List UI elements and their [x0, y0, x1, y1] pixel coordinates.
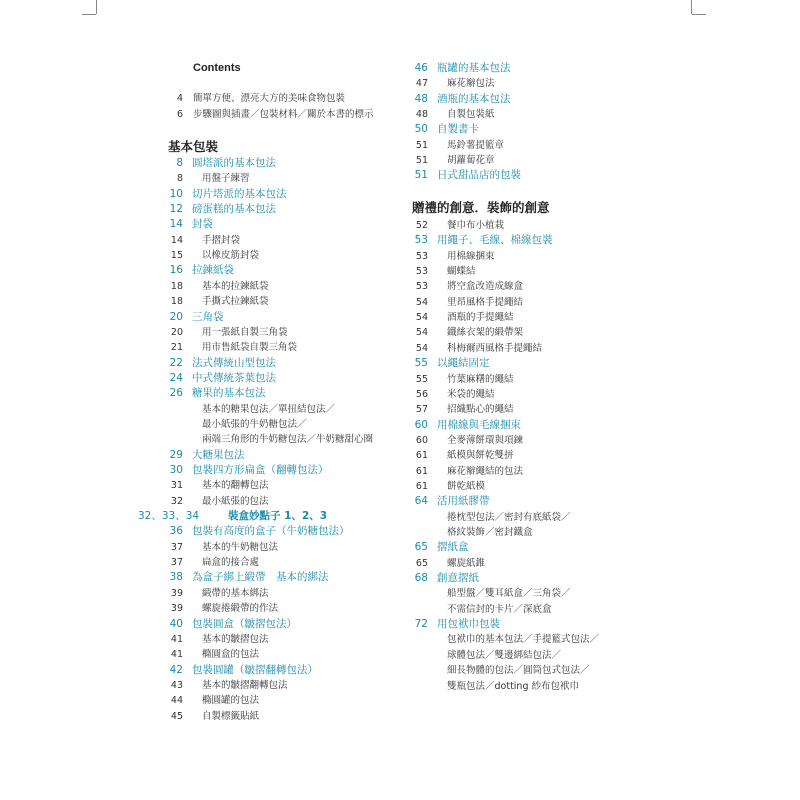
toc-entry-title: 摺紙盒: [437, 541, 469, 554]
toc-entry-title: 步驟圖與插畫／包裝材料／關於本書的標示: [193, 109, 374, 120]
toc-page-number: 41: [170, 649, 183, 661]
toc-page-number: 12: [169, 203, 183, 216]
toc-entry-title: 創意摺紙: [437, 572, 479, 585]
toc-page-number: 32、33、34: [138, 510, 200, 523]
crop-mark-top-left: [96, 0, 97, 14]
toc-page-number: 53: [415, 250, 428, 262]
toc-page-number: 44: [170, 695, 183, 707]
toc-entry-title: 手撕式拉鍊紙袋: [202, 296, 269, 308]
crop-mark-top-right: [691, 0, 692, 14]
toc-entry-title: 為盒子綁上緞帶 基本的綁法: [192, 571, 329, 584]
toc-entry-title: 餐巾布小植栽: [447, 220, 505, 231]
toc-page-number: 68: [414, 572, 428, 585]
toc-page-number: 51: [415, 139, 428, 151]
toc-entry-title: 捲枕型包法／密封有底紙袋／: [447, 511, 571, 523]
toc-entry-title: 細長物體的包法／圓筒包式包法／: [447, 665, 590, 677]
toc-entry-title: 用盤子練習: [202, 173, 250, 185]
toc-entry-title: 全麥薄餅環與項鍊: [447, 434, 524, 446]
toc-entry-title: 用棉線捆束: [447, 250, 495, 262]
toc-page-number: 8: [176, 173, 183, 185]
toc-entry-title: 切片塔派的基本包法: [192, 187, 287, 200]
toc-page-number: 39: [170, 603, 183, 615]
toc-entry-title: 將空盒改造成線盒: [447, 281, 524, 293]
toc-entry-title: 里昂風格手提繩結: [447, 296, 524, 308]
toc-page-number: 41: [170, 633, 183, 645]
toc-entry-title: 封袋: [192, 218, 213, 231]
section-title-basic: 基本包裝: [168, 139, 219, 154]
toc-entry-title: 橢圓罐的包法: [202, 695, 260, 707]
toc-page-number: 8: [176, 157, 183, 169]
toc-page-number: 64: [414, 495, 428, 508]
toc-page-number: 26: [169, 387, 183, 400]
toc-entry-title: 蝴蝶結: [447, 266, 476, 278]
toc-entry-title: 包裝圓盒（皺摺包法）: [192, 617, 297, 630]
toc-entry-title: 最小紙張的牛奶糖包法／: [202, 418, 307, 430]
toc-entry-title: 拉鍊紙袋: [192, 264, 234, 277]
toc-entry-title: 糖果的基本包法: [192, 387, 266, 400]
toc-page-number: 61: [415, 480, 428, 492]
toc-entry-title: 基本的糖果包法／單扭結包法／: [202, 403, 336, 415]
toc-page-number: 39: [170, 587, 183, 599]
toc-entry-title: 馬鈴薯提籃章: [447, 139, 505, 151]
toc-page-number: 20: [169, 310, 183, 323]
toc-page-number: 20: [170, 326, 183, 338]
toc-page-number: 14: [169, 218, 183, 231]
toc-page-number: 54: [415, 312, 428, 324]
toc-page-number: 48: [414, 92, 428, 105]
toc-entry-title: 簡單方便、漂亮大方的美味食物包裝: [193, 93, 346, 104]
toc-page-number: 10: [169, 187, 183, 200]
toc-page-number: 37: [170, 557, 183, 569]
toc-entry-title: 磅蛋糕的基本包法: [192, 203, 276, 216]
toc-entry-title: 包裝有高度的盒子（牛奶糖包法）: [192, 525, 350, 538]
toc-page-number: 47: [415, 78, 428, 90]
toc-page-number: 40: [169, 617, 183, 630]
toc-page-number: 32: [170, 495, 183, 507]
toc-page-number: 55: [415, 373, 428, 385]
toc-page-number: 54: [415, 327, 428, 339]
toc-page-number: 54: [415, 342, 428, 354]
toc-page-number: 21: [170, 342, 183, 354]
toc-entry-title: 自製標籤貼紙: [202, 710, 260, 722]
toc-entry-title: 基本的皺摺翻轉包法: [202, 679, 288, 691]
toc-entry-title: 用一張紙自製三角袋: [202, 326, 288, 338]
toc-page-number: 54: [415, 296, 428, 308]
toc-entry-title: 用市售紙袋自製三角袋: [202, 342, 298, 354]
toc-page-number: 31: [170, 480, 183, 492]
toc-page-number: 60: [415, 434, 428, 446]
toc-entry-title: 螺旋紙錐: [447, 557, 486, 569]
toc-entry-title: 胡蘿蔔花章: [447, 154, 495, 166]
toc-entry-title: 圓塔派的基本包法: [192, 157, 276, 169]
toc-entry-title: 用棉線與毛線捆束: [437, 418, 521, 431]
toc-entry-title: 扁盒的接合處: [202, 557, 260, 569]
section-title-creative: 贈禮的創意．裝飾的創意: [412, 200, 550, 215]
toc-page-number: 18: [170, 280, 183, 292]
toc-entry-title: 鐵絲衣架的緞帶架: [447, 327, 524, 339]
toc-page-number: 61: [415, 465, 428, 477]
toc-entry-title: 餅乾紙模: [447, 480, 486, 492]
toc-entry-title: 三角袋: [192, 310, 224, 323]
toc-page-number: 56: [415, 388, 428, 400]
toc-entry-title: 最小紙張的包法: [202, 495, 269, 507]
contents-title: Contents: [193, 62, 241, 74]
toc-entry-title: 基本的皺摺包法: [202, 633, 269, 645]
toc-page-number: 55: [414, 357, 428, 370]
toc-entry-title: 酒瓶的手提繩結: [447, 312, 514, 324]
toc-entry-title: 用包袱巾包裝: [437, 618, 500, 631]
toc-page-number: 46: [414, 62, 428, 74]
toc-page-number: 51: [415, 154, 428, 166]
toc-entry-title: 格紋裝飾／密封鐵盒: [447, 527, 533, 538]
toc-entry-title: 雙瓶包法／dotting 紗布包袱巾: [447, 680, 580, 692]
toc-page-number: 51: [414, 169, 428, 182]
toc-page-number: 37: [170, 541, 183, 553]
toc-entry-title: 酒瓶的基本包法: [437, 92, 511, 105]
toc-entry-title: 法式傳統山型包法: [192, 356, 276, 369]
toc-entry-title: 以橡皮筋封袋: [202, 250, 260, 262]
toc-entry-title: 大糖果包法: [192, 448, 245, 461]
toc-page-number: 29: [169, 448, 183, 461]
toc-entry-title: 基本的翻轉包法: [202, 480, 269, 492]
toc-entry-title: 裝盒妙點子 1、2、3: [228, 510, 328, 523]
toc-page-number: 53: [415, 266, 428, 278]
toc-entry-title: 兩端三角形的牛奶糖包法／牛奶糖甜心圈: [202, 434, 374, 446]
toc-entry-title: 瓶罐的基本包法: [437, 62, 511, 74]
toc-entry-title: 紙模與餅乾雙拼: [447, 450, 514, 462]
toc-page-number: 50: [414, 123, 428, 136]
toc-entry-title: 用繩子、毛線、棉線包裝: [437, 234, 553, 247]
toc-page-number: 72: [414, 618, 428, 631]
toc-page-number: 65: [415, 557, 428, 569]
toc-entry-title: 以繩結固定: [437, 357, 490, 370]
toc-entry-title: 基本的牛奶糖包法: [202, 541, 279, 553]
toc-entry-title: 不需信封的卡片／深底盒: [447, 603, 552, 615]
toc-entry-title: 自製包裝紙: [447, 108, 495, 120]
toc-page-number: 15: [170, 250, 183, 262]
toc-page-number: 48: [415, 108, 428, 120]
crop-mark-top-right-h: [692, 14, 706, 15]
toc-page-number: 18: [170, 296, 183, 308]
toc-entry-title: 科梅爾西風格手提繩結: [447, 342, 543, 354]
toc-entry-title: 自製書卡: [437, 123, 479, 136]
toc-entry-title: 手摺封袋: [202, 234, 241, 246]
toc-page-number: 61: [415, 450, 428, 462]
toc-entry-title: 包袱巾的基本包法／手提籃式包法／: [447, 634, 600, 646]
toc-page-number: 6: [176, 109, 183, 120]
toc-page-number: 43: [170, 679, 183, 691]
toc-page-number: 52: [415, 220, 428, 231]
toc-entry-title: 麻花辮繩結的包法: [447, 465, 524, 477]
toc-page-number: 60: [414, 418, 428, 431]
toc-page-number: 53: [414, 234, 428, 247]
toc-entry-title: 球體包法／雙邊綁結包法／: [447, 649, 562, 661]
toc-entry-title: 米袋的繩結: [447, 388, 495, 400]
toc-page-number: 53: [415, 281, 428, 293]
toc-entry-title: 包裝圓罐（皺摺翻轉包法）: [192, 663, 318, 676]
toc-page-number: 14: [170, 234, 183, 246]
toc-page-number: 24: [169, 371, 183, 384]
toc-page-number: 42: [169, 663, 183, 676]
toc-page-number: 30: [169, 464, 183, 476]
toc-entry-title: 麻花辮包法: [447, 78, 495, 90]
toc-entry-title: 基本的拉鍊紙袋: [202, 280, 269, 292]
toc-entry-title: 日式甜品店的包裝: [437, 169, 521, 182]
toc-entry-title: 橢圓盒的包法: [202, 649, 260, 661]
crop-mark-top-left-h: [82, 14, 96, 15]
toc-page-number: 36: [169, 525, 183, 538]
toc-entry-title: 活用紙膠帶: [437, 495, 490, 508]
toc-page-number: 22: [169, 356, 183, 369]
toc-page-number: 16: [169, 264, 183, 277]
toc-entry-title: 緞帶的基本綁法: [202, 587, 269, 599]
toc-entry-title: 竹葉麻糬的繩結: [447, 373, 514, 385]
toc-entry-title: 中式傳統茶葉包法: [192, 371, 276, 384]
toc-page-number: 38: [169, 571, 183, 584]
toc-page-number: 45: [170, 710, 183, 722]
toc-entry-title: 包裝四方形扁盒（翻轉包法）: [192, 464, 329, 476]
toc-entry-title: 船型盤／雙耳紙盒／三角袋／: [447, 588, 571, 600]
toc-page-number: 4: [176, 93, 183, 104]
toc-page-number: 65: [414, 541, 428, 554]
toc-page-number: 57: [415, 404, 428, 416]
toc-entry-title: 螺旋捲緞帶的作法: [202, 603, 279, 615]
toc-entry-title: 招織點心的繩結: [447, 404, 514, 416]
